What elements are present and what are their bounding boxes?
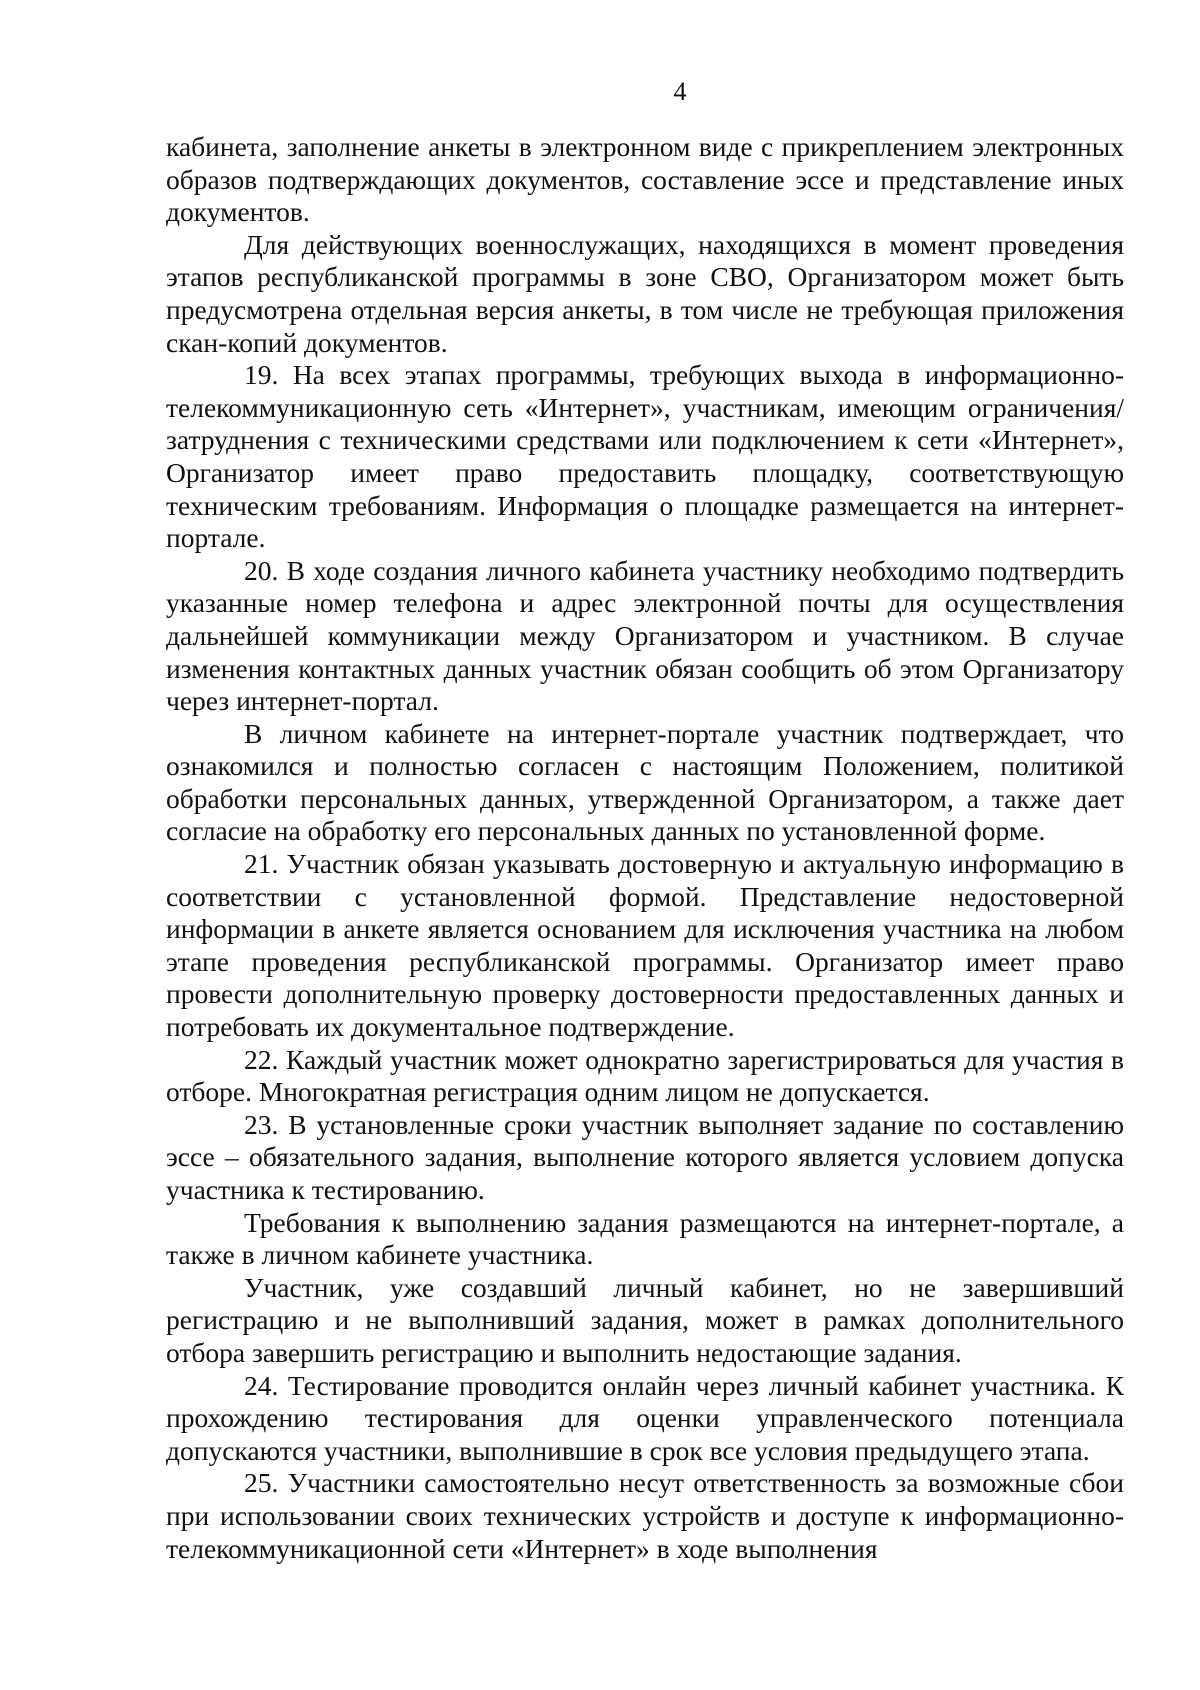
paragraph-24: 24. Тестирование проводится онлайн через личный кабинет участника. К прохождению тестирования для оценки управленческого потенциала допускаются участники, выполнившие в срок все условия предыдущего этапа.: [166, 1369, 1124, 1466]
paragraph-22: 22. Каждый участник может однократно зарегистрироваться для участия в отборе. Многократная регистрация одним лицом не допускается.: [166, 1043, 1124, 1108]
paragraph-20: 20. В ходе создания личного кабинета участнику необходимо подтвердить указанные номер телефона и адрес электронной почты для осуществления дальнейшей коммуникации между Организатором и участником. В случае изменения контактных данных участник обязан сообщить об этом Организатору через интернет-портал.: [166, 554, 1124, 717]
paragraph-military-version: Для действующих военнослужащих, находящихся в момент проведения этапов республиканской программы в зоне СВО, Организатором может быть предусмотрена отдельная версия анкеты, в том числе не требующая приложения скан-копий документов.: [166, 228, 1124, 358]
paragraph-consent: В личном кабинете на интернет-портале участник подтверждает, что ознакомился и полностью согласен с настоящим Положением, политикой обработки персональных данных, утвержденной Организатором, а также дает согласие на обработку его персональных данных по установленной форме.: [166, 717, 1124, 847]
paragraph-19: 19. На всех этапах программы, требующих выхода в информационно-телекоммуникационную сеть «Интернет», участникам, имеющим ограничения/затруднения с техническими средствами или подключением к сети «Интернет», Организатор имеет право предоставить площадку, соответствующую техническим требованиям. Информация о площадке размещается на интернет-портале.: [166, 359, 1124, 554]
paragraph-task-requirements: Требования к выполнению задания размещаются на интернет-портале, а также в личном кабинете участника.: [166, 1206, 1124, 1271]
paragraph-additional-selection: Участник, уже создавший личный кабинет, но не завершивший регистрацию и не выполнивший задания, может в рамках дополнительного отбора завершить регистрацию и выполнить недостающие задания.: [166, 1271, 1124, 1368]
paragraph-25: 25. Участники самостоятельно несут ответственность за возможные сбои при использовании своих технических устройств и доступе к информационно-телекоммуникационной сети «Интернет» в ходе выполнения: [166, 1467, 1124, 1564]
page-number: 4: [673, 77, 687, 106]
paragraph-continuation: кабинета, заполнение анкеты в электронном виде с прикреплением электронных образов подтверждающих документов, составление эссе и представление иных документов.: [166, 131, 1124, 228]
paragraph-21: 21. Участник обязан указывать достоверную и актуальную информацию в соответствии с установленной формой. Представление недостоверной информации в анкете является основанием для исключения участника на любом этапе проведения республиканской программы. Организатор имеет право провести дополнительную проверку достоверности предоставленных данных и потребовать их документальное подтверждение.: [166, 848, 1124, 1043]
paragraph-23: 23. В установленные сроки участник выполняет задание по составлению эссе – обязательного задания, выполнение которого является условием допуска участника к тестированию.: [166, 1108, 1124, 1205]
document-body: [166, 131, 1124, 1565]
